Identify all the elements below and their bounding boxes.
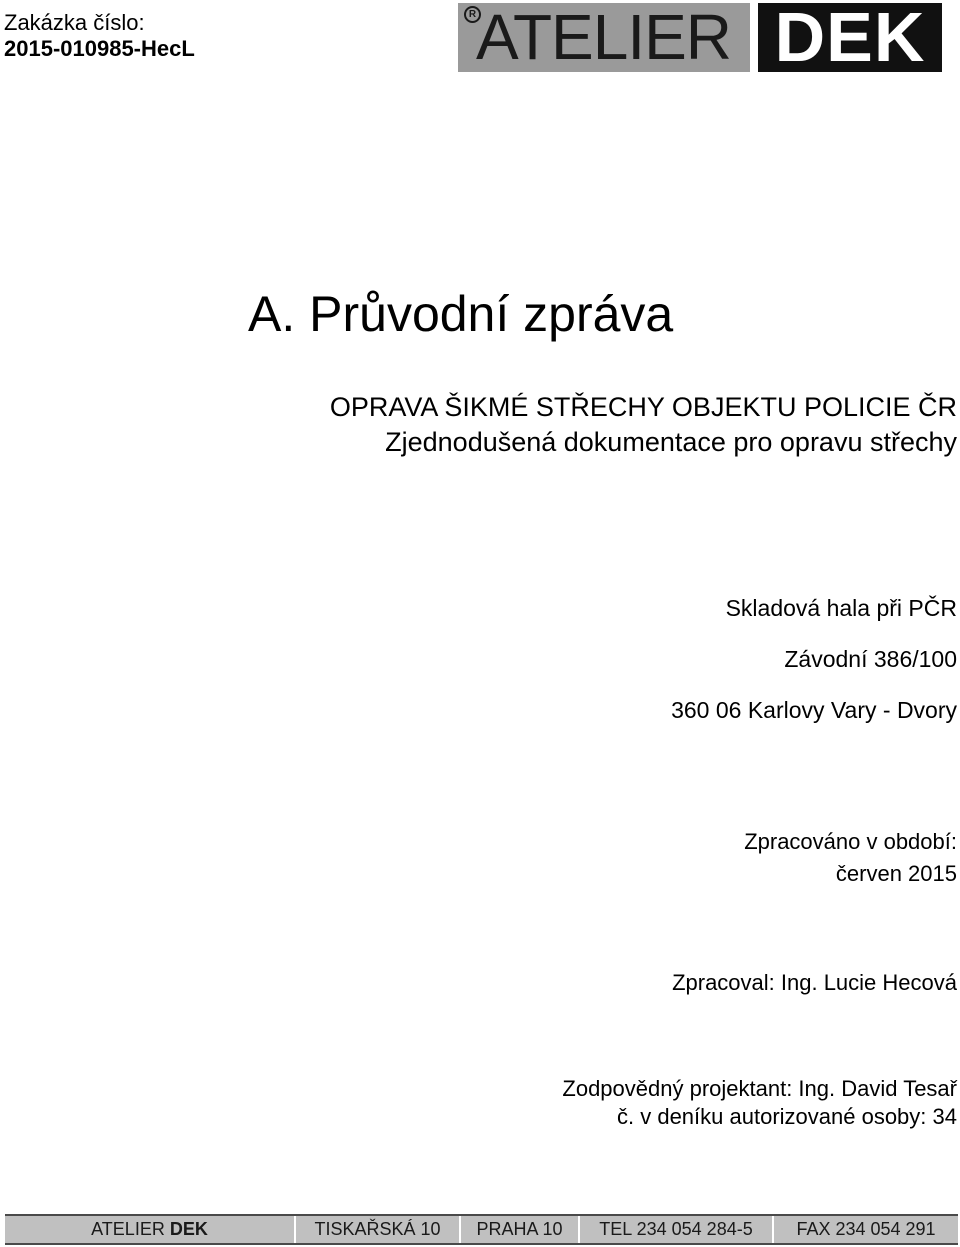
responsible-designer-name: Zodpovědný projektant: Ing. David Tesař [562, 1076, 957, 1101]
author-info [672, 967, 957, 999]
atelier-dek-logo [458, 0, 942, 76]
footer-fax: FAX 234 054 291 [796, 1219, 936, 1239]
footer-company-plain: ATELIER [91, 1219, 170, 1239]
project-subtitle [330, 390, 957, 460]
footer-street: TISKAŘSKÁ 10 [296, 1216, 461, 1243]
footer-phone: TEL 234 054 284-5 [580, 1216, 774, 1243]
documentation-type: Zjednodušená dokumentace pro opravu střechy [385, 427, 957, 457]
period-value: červen 2015 [835, 861, 957, 886]
responsible-designer [562, 1075, 957, 1131]
period-label: Zpracováno v období: [744, 829, 957, 854]
building-name: Skladová hala při PČR [725, 595, 957, 621]
document-title: A. Průvodní zpráva [248, 286, 674, 342]
authorization-number: č. v deníku autorizované osoby: 34 [617, 1104, 957, 1129]
street-address: Závodní 386/100 [784, 646, 957, 672]
city-address: 360 06 Karlovy Vary - Dvory [671, 697, 957, 723]
project-name: OPRAVA ŠIKMÉ STŘECHY OBJEKTU POLICIE ČR [329, 392, 957, 422]
footer-bar [5, 1214, 958, 1245]
order-info [4, 10, 195, 62]
footer-company-bold: DEK [169, 1219, 208, 1239]
order-label: Zakázka číslo: [4, 10, 145, 35]
logo-atelier-text: ATELIER [476, 1, 731, 73]
author-text: Zpracoval: Ing. Lucie Hecová [672, 970, 957, 995]
site-address [671, 583, 957, 736]
footer-company [5, 1216, 296, 1243]
order-number: 2015-010985-HecL [4, 36, 195, 61]
logo-atelier-panel [458, 3, 750, 72]
footer-city: PRAHA 10 [461, 1216, 580, 1243]
processing-period [744, 826, 957, 890]
logo-dek-text: DEK [758, 3, 942, 72]
registered-mark-icon: R [464, 6, 481, 23]
